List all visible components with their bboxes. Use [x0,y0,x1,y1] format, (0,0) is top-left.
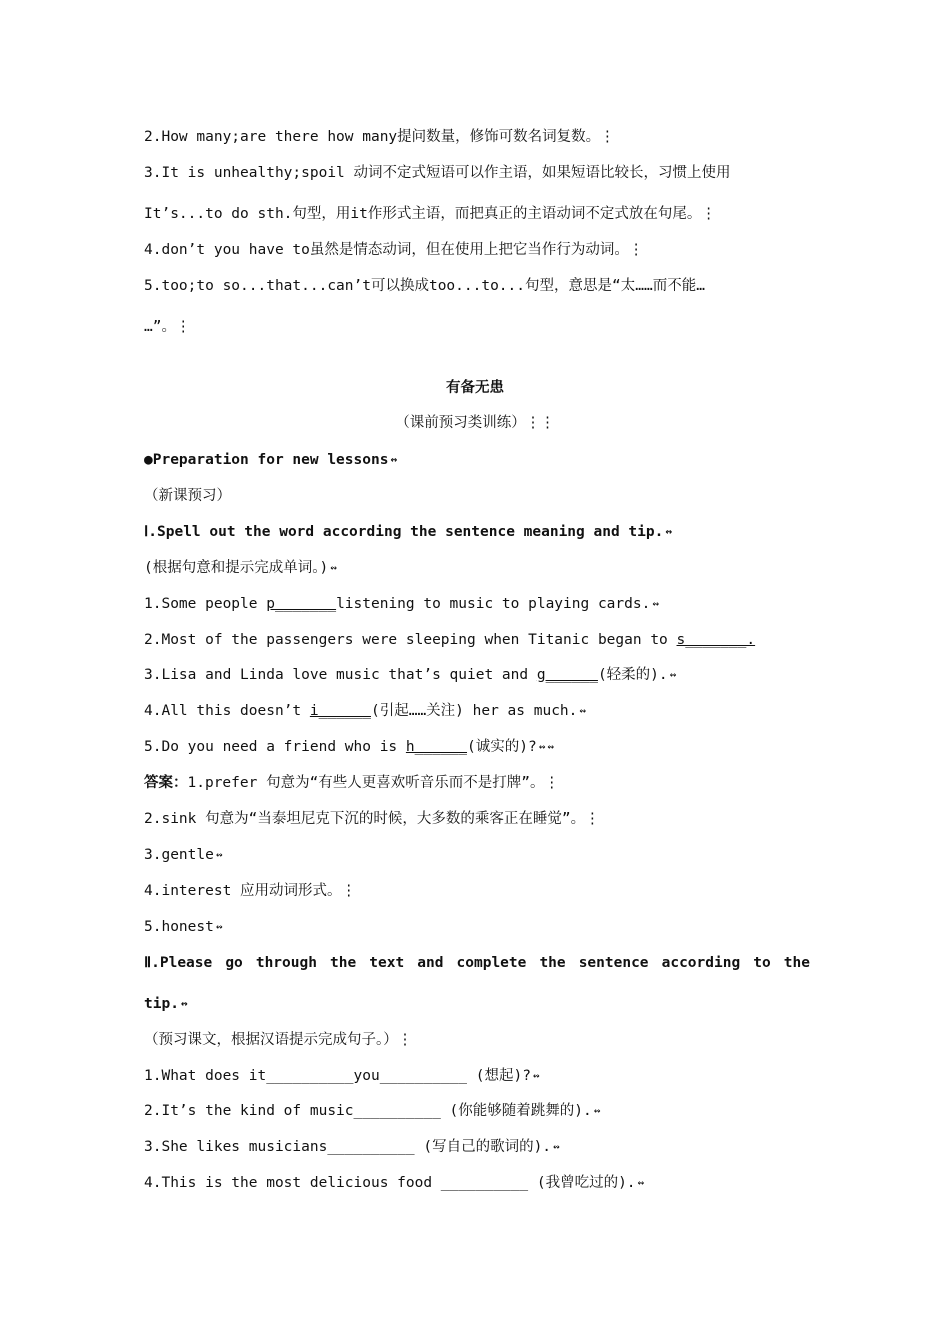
squiggle-mark-icon: ↭ [538,740,546,753]
part2-instruction-cn: （预习课文，根据汉语提示完成句子。）⋮ [144,1032,413,1048]
part1-question-5: 5.Do you need a friend who is h______(诚实的)? ↭ ↭ [144,739,554,755]
squiggle-mark-icon: ↭ [180,997,188,1010]
squiggle-mark-icon: ↭ [553,1140,560,1153]
answer-line-4: 4.don’t you have to虽然是情态动词，但在使用上把它当作行为动词。⋮ [144,242,644,258]
section-title: 有备无患 [446,380,504,396]
blank-5[interactable]: h______ [405,739,468,755]
part1-question-2: 2.Most of the passengers were sleeping when Titanic began to s_______. [144,632,756,648]
squiggle-mark-icon: ↭ [532,1069,540,1082]
answer-line-2: 2.How many;are there how many提问数量，修饰可数名词复数。⋮ [144,129,615,145]
squiggle-mark-icon: ↭ [215,920,223,933]
part1-instruction-cn: (根据句意和提示完成单词。) ↭ [144,560,337,576]
answer-4: 4.interest 应用动词形式。⋮ [144,883,357,899]
part1-instruction: Ⅰ.Spell out the word according the sentence meaning and tip. ↭ [144,524,672,540]
squiggle-mark-icon: ↭ [330,561,337,574]
part2-question-2: 2.It’s the kind of music__________ (你能够随着跳舞的). ↭ [144,1103,601,1119]
squiggle-mark-icon: ↭ [215,848,223,861]
part2-question-1: 1.What does it__________you__________ (想起)? ↭ [144,1068,540,1084]
squiggle-mark-icon: ↭ [637,1176,645,1189]
part1-question-1: 1.Some people p_______listening to music to playing cards. ↭ [144,596,659,612]
squiggle-mark-icon: ↭ [579,704,587,717]
prep-heading-cn: （新课预习） [144,488,231,504]
prep-heading: ●Preparation for new lessons ↭ [144,452,398,468]
blank-3[interactable]: g______ [536,667,598,683]
part2-instruction: Ⅱ.Please go through the text and complete the sentence according to the [144,955,810,971]
blank-2[interactable]: s_______. [676,632,756,648]
answer-1: 答案：1.prefer 句意为“有些人更喜欢听音乐而不是打牌”。⋮ [144,775,560,791]
part2-question-3: 3.She likes musicians__________ (写自己的歌词的). ↭ [144,1139,560,1155]
answer-line-3: 3.It is unhealthy;spoil 动词不定式短语可以作主语，如果短语比较长，习惯上使用 [144,165,731,181]
blank-1[interactable]: p_______ [266,596,337,612]
part2-question-4: 4.This is the most delicious food __________ (我曾吃过的). ↭ [144,1175,645,1191]
squiggle-mark-icon: ↭ [547,740,554,753]
answer-line-5-cont: …”。⋮ [144,319,191,335]
squiggle-mark-icon: ↭ [669,668,677,681]
part1-question-3: 3.Lisa and Linda love music that’s quiet and g______(轻柔的). ↭ [144,667,677,683]
blank-4[interactable]: i______ [309,703,371,719]
answer-label: 答案： [144,775,188,791]
squiggle-mark-icon: ↭ [390,453,398,466]
part1-question-4: 4.All this doesn’t i______(引起……关注) her as much. ↭ [144,703,587,719]
squiggle-mark-icon: ↭ [652,597,659,610]
squiggle-mark-icon: ↭ [593,1104,601,1117]
section-subtitle: （课前预习类训练）⋮⋮ [395,415,555,431]
answer-3: 3.gentle ↭ [144,847,223,863]
part2-instruction-end: tip. ↭ [144,996,188,1012]
answer-line-5: 5.too;to so...that...can’t可以换成too...to...句型，意思是“太……而不能… [144,278,705,294]
answer-2: 2.sink 句意为“当泰坦尼克下沉的时候，大多数的乘客正在睡觉”。⋮ [144,811,600,827]
squiggle-mark-icon: ↭ [665,525,672,538]
answer-5: 5.honest ↭ [144,919,223,935]
answer-line-3-cont: It’s...to do sth.句型，用it作形式主语，而把真正的主语动词不定式放在句尾。⋮ [144,206,716,222]
